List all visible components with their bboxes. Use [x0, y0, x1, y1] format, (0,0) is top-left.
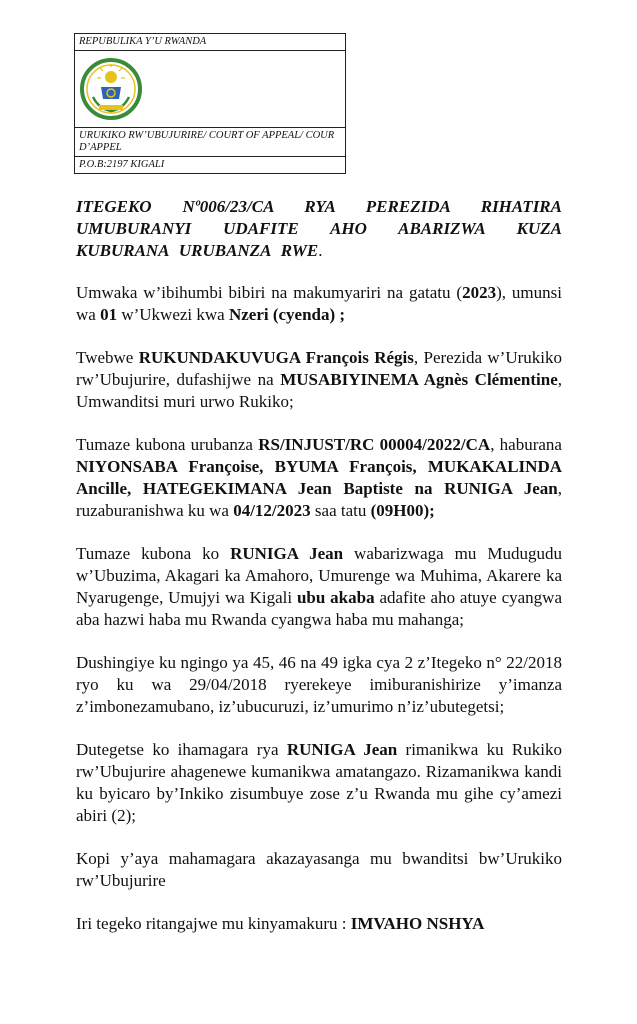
paragraph-date	[76, 282, 562, 326]
bold-text: RUKUNDAKUVUGA François Régis	[138, 348, 414, 367]
paragraph-publication	[76, 913, 562, 935]
bold-text: MUSABIYINEMA Agnès Clémentine	[280, 370, 558, 389]
text: ), umunsi wa	[76, 283, 562, 324]
text: Tumaze kubona urubanza	[76, 435, 259, 454]
paragraph-order	[76, 739, 562, 827]
text: Tumaze kubona ko	[76, 544, 231, 563]
paragraph-residence	[76, 543, 562, 631]
text: , haburana	[490, 435, 562, 454]
bold-text: 2023	[462, 283, 497, 302]
text: , Umwanditsi muri urwo Rukiko;	[76, 370, 563, 411]
bold-text: NIYONSABA Françoise, BYUMA François, MUKAKALINDA Ancille, HATEGEKIMANA Jean Baptiste na RUNIGA Jean	[76, 457, 562, 498]
text: rimanikwa ku Rukiko rw’Ubujurire ahagenewe kumanikwa amatangazo. Rizamanikwa kandi ku byicaro by’Inkiko zisumbuye zose z’u Rwanda mu gihe cy’amezi abiri (2);	[76, 740, 562, 825]
paragraph-president	[76, 347, 562, 413]
bold-text: IMVAHO NSHYA	[350, 914, 485, 933]
rwanda-coat-of-arms-icon	[79, 57, 143, 121]
text: Kopi y’aya mahamagara akazayasanga mu bwanditsi bw’Urukiko rw’Ubujurire	[76, 849, 562, 890]
bold-text: RS/INJUST/RC 00004/2022/CA	[258, 435, 491, 454]
bold-text: (09H00);	[370, 501, 435, 520]
paragraph-case	[76, 434, 562, 522]
text: , Perezida w’Urukiko rw’Ubujurire, dufashijwe na	[76, 348, 562, 389]
text: wabarizwaga mu Mudugudu w’Ubuzima, Akagari ka Amahoro, Umurenge wa Muhima, Akarere ka Nyarugenge, Umujyi wa Kigali	[76, 544, 562, 607]
seal-row	[75, 51, 345, 128]
title-text: ITEGEKO Nº006/23/CA RYA PEREZIDA RIHATIRA UMUBURANYI UDAFITE AHO ABARIZWA KUZA KUBURANA URUBANZA RWE	[76, 197, 562, 260]
text: Iri tegeko ritangajwe mu kinyamakuru :	[76, 914, 351, 933]
text: , ruzaburanishwa ku wa	[76, 479, 562, 520]
court-label: URUKIKO RW’UBUJURIRE/ COURT OF APPEAL/ COUR D’APPEL	[75, 128, 345, 157]
pobox-label: P.O.B:2197 KIGALI	[79, 159, 165, 170]
document-body	[76, 196, 562, 956]
bold-text: 01	[100, 305, 118, 324]
document-title	[76, 196, 562, 262]
bold-text: RUNIGA Jean	[286, 740, 398, 759]
text: adafite aho atuye cyangwa aba hazwi haba mu Rwanda cyangwa haba mu mahanga;	[76, 588, 562, 629]
republic-label: REPUBULIKA Y’U RWANDA	[75, 34, 345, 51]
bold-text: 04/12/2023	[233, 501, 311, 520]
text: Dushingiye ku ngingo ya 45, 46 na 49 igka cya 2 z’Itegeko n° 22/2018 ryo ku wa 29/04/2018 ryerekeye imiburanishirize y’imanza z’imbonezamubano, iz’ubucuruzi, iz’umurimo n’iz’ubutegetsi;	[76, 653, 562, 716]
text: Twebwe	[76, 348, 139, 367]
text: saa tatu	[310, 501, 371, 520]
bold-text: RUNIGA Jean	[230, 544, 344, 563]
letterhead-box	[74, 33, 346, 174]
title-period: .	[318, 241, 323, 260]
paragraph-copy	[76, 848, 562, 892]
text: w’Ukwezi kwa	[117, 305, 229, 324]
bold-text: ubu akaba	[296, 588, 375, 607]
text: Dutegetse ko ihamagara rya	[76, 740, 287, 759]
text: Umwaka w’ibihumbi bibiri na makumyariri na gatatu (	[76, 283, 463, 302]
bold-text: Nzeri (cyenda) ;	[228, 305, 346, 324]
paragraph-legal-basis	[76, 652, 562, 718]
